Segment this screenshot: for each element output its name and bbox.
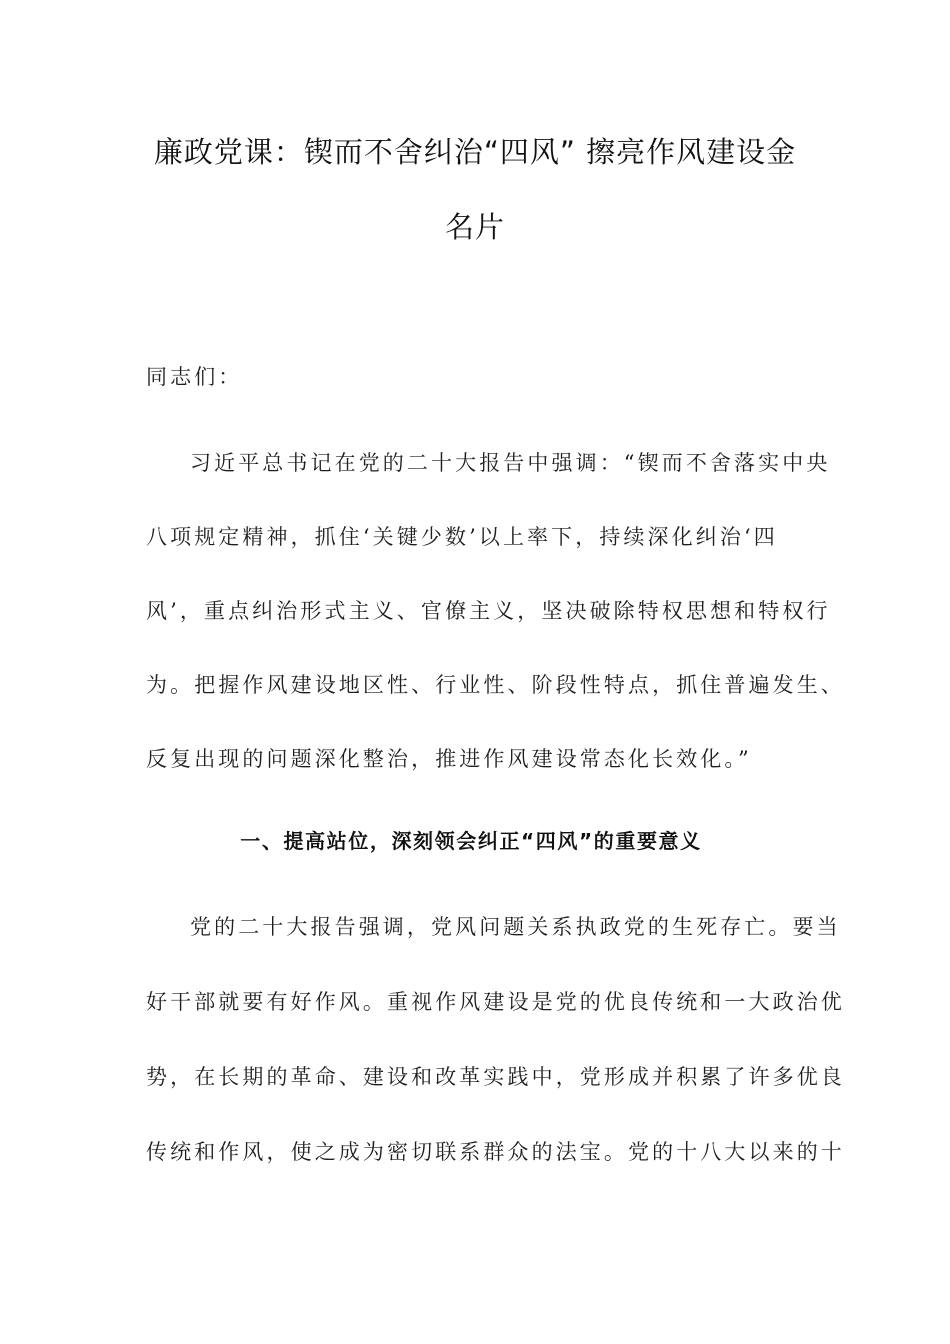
paragraph-1-line: 风’，重点纠治形式主义、官僚主义，坚决破除特权思想和特权行: [146, 599, 831, 623]
document-title-line-2: 名片: [444, 210, 505, 244]
paragraph-2-line: 势，在长期的革命、建设和改革实践中，党形成并积累了许多优良: [146, 1065, 845, 1089]
paragraph-2-line: 好干部就要有好作风。重视作风建设是党的优良传统和一大政治优: [146, 990, 845, 1014]
greeting: 同志们：: [146, 365, 243, 389]
paragraph-2-line: 党的二十大报告强调，党风问题关系执政党的生死存亡。要当: [190, 915, 841, 939]
section-heading: 一、提高站位，深刻领会纠正“四风”的重要意义: [240, 829, 702, 853]
paragraph-2-line: 传统和作风，使之成为密切联系群众的法宝。党的十八大以来的十: [146, 1140, 845, 1164]
paragraph-1-line: 为。把握作风建设地区性、行业性、阶段性特点，抓住普遍发生、: [146, 673, 845, 697]
paragraph-1-line: 八项规定精神，抓住‘关键少数’以上率下，持续深化纠治‘四: [146, 525, 778, 549]
paragraph-1-line: 反复出现的问题深化整治，推进作风建设常态化长效化。”: [146, 747, 752, 771]
paragraph-1-line: 习近平总书记在党的二十大报告中强调：“锲而不舍落实中央: [190, 451, 831, 475]
document-title-line-1: 廉政党课：锲而不舍纠治“四风” 擦亮作风建设金: [153, 135, 797, 169]
